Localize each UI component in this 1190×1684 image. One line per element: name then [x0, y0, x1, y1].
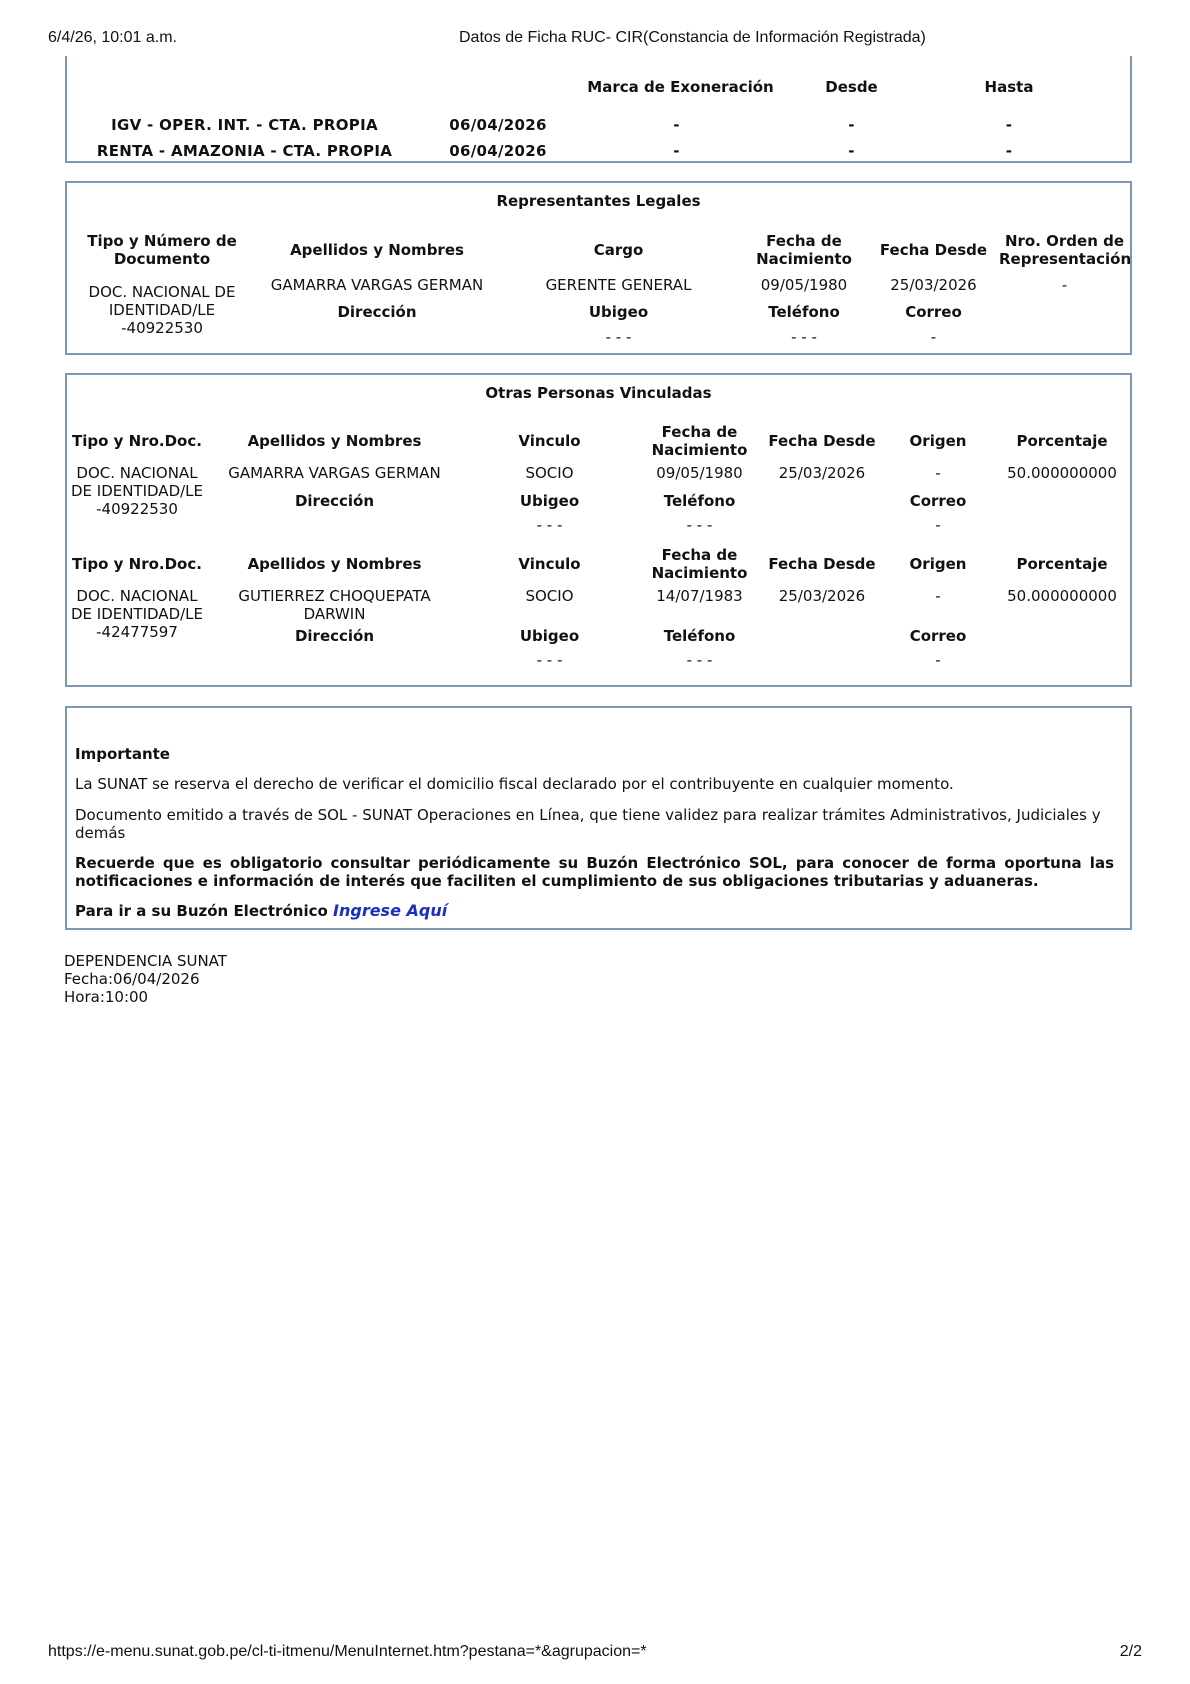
- header-fecha-nacimiento: Fecha de Nacimiento: [756, 232, 852, 268]
- ingrese-aqui-link[interactable]: Ingrese Aquí: [333, 901, 448, 920]
- header-vinculo: Vinculo: [518, 432, 581, 450]
- persona-direccion: [207, 649, 462, 679]
- dependencia-hora: Hora:10:00: [64, 988, 149, 1006]
- persona-nombre: GAMARRA VARGAS GERMAN: [228, 464, 441, 482]
- importante-paragraph-2: Documento emitido a través de SOL - SUNAT Operaciones en Línea, que tiene validez para realizar trámites Administrativos, Judiciales y demás: [75, 806, 1101, 842]
- exoneracion-fecha: 06/04/2026: [449, 116, 547, 134]
- representante-orden: -: [1061, 276, 1068, 294]
- header-apellidos-nombres: Apellidos y Nombres: [247, 432, 422, 450]
- empty-cell: [999, 300, 1130, 324]
- persona-nombre: GUTIERREZ CHOQUEPATA DARWIN: [238, 587, 431, 623]
- persona-nacimiento: 09/05/1980: [656, 464, 743, 482]
- header-apellidos-nombres: Apellidos y Nombres: [247, 555, 422, 573]
- exoneracion-marca: -: [673, 142, 680, 160]
- persona-correo: -: [935, 651, 941, 669]
- dependencia-fecha: Fecha:06/04/2026: [64, 970, 200, 988]
- persona-origen: -: [935, 464, 941, 482]
- header-fecha-desde: Fecha Desde: [879, 241, 988, 259]
- subheader-ubigeo: Ubigeo: [588, 303, 649, 321]
- table-subheader-row: [67, 623, 1130, 649]
- table-header-row: [67, 544, 1130, 584]
- header-cell: [422, 56, 574, 112]
- header-apellidos-nombres: Apellidos y Nombres: [290, 241, 464, 259]
- persona-desde: 25/03/2026: [778, 464, 866, 482]
- print-datetime: 6/4/26, 10:01 a.m.: [48, 29, 177, 46]
- representante-cargo: GERENTE GENERAL: [545, 276, 692, 294]
- exoneracion-concepto: IGV - OPER. INT. - CTA. PROPIA: [111, 116, 378, 134]
- persona-nacimiento: 14/07/1983: [656, 587, 743, 605]
- header-marca-exoneracion: Marca de Exoneración: [587, 78, 774, 96]
- representante-documento: DOC. NACIONAL DE IDENTIDAD/LE -40922530: [88, 283, 236, 337]
- importante-paragraph-1: La SUNAT se reserva el derecho de verificar el domicilio fiscal declarado por el contribuyente en cualquier momento.: [75, 775, 954, 793]
- header-fecha-desde: Fecha Desde: [768, 432, 876, 450]
- persona-ubigeo: - - -: [536, 651, 563, 669]
- header-tipo-nro-doc: Tipo y Nro.Doc.: [72, 555, 202, 573]
- exoneracion-desde: -: [848, 116, 855, 134]
- header-desde: Desde: [825, 78, 878, 96]
- otras-personas-table: [67, 421, 1130, 679]
- persona-porcentaje: 50.000000000: [1007, 464, 1117, 482]
- table-header-row: [67, 228, 1130, 272]
- table-row: [67, 138, 1134, 164]
- header-hasta: Hasta: [984, 78, 1034, 96]
- header-fecha-nacimiento: Fecha de Nacimiento: [651, 546, 748, 582]
- exoneracion-desde: -: [848, 142, 855, 160]
- page-number: 2/2: [1119, 1643, 1142, 1660]
- representante-correo: -: [930, 328, 937, 346]
- persona-correo: -: [935, 516, 941, 534]
- table-header-row: [67, 56, 1134, 112]
- subheader-direccion: Dirección: [337, 303, 417, 321]
- importante-paragraph-3: Recuerde que es obligatorio consultar periódicamente su Buzón Electrónico SOL, para conocer de forma oportuna las notificaciones e información de interés que faciliten el cumplimiento de sus obligaciones tributarias y aduaneras.: [75, 854, 1114, 890]
- exoneracion-marca: -: [673, 116, 680, 134]
- representante-ubigeo: - - -: [605, 328, 632, 346]
- empty-cell: [994, 514, 1130, 544]
- header-vinculo: Vinculo: [518, 555, 581, 573]
- subheader-ubigeo: Ubigeo: [519, 492, 580, 510]
- representante-desde: 25/03/2026: [890, 276, 977, 294]
- header-origen: Origen: [909, 555, 967, 573]
- representante-direccion: [257, 324, 497, 352]
- subheader-telefono: Teléfono: [768, 303, 840, 321]
- representante-nacimiento: 09/05/1980: [760, 276, 848, 294]
- header-origen: Origen: [909, 432, 967, 450]
- importante-section: [65, 706, 1132, 930]
- header-cargo: Cargo: [593, 241, 644, 259]
- exoneraciones-table: [67, 56, 1134, 164]
- buzon-line: [75, 902, 1114, 920]
- subheader-direccion: Dirección: [294, 627, 375, 645]
- exoneraciones-section: [65, 56, 1132, 163]
- persona-desde: 25/03/2026: [778, 587, 866, 605]
- subheader-ubigeo: Ubigeo: [519, 627, 580, 645]
- empty-cell: [762, 514, 882, 544]
- table-row: [67, 112, 1134, 138]
- dependencia-name: DEPENDENCIA SUNAT: [64, 952, 227, 970]
- header-tipo-documento: Tipo y Número de Documento: [87, 232, 237, 268]
- persona-documento: DOC. NACIONAL DE IDENTIDAD/LE -40922530: [70, 464, 204, 518]
- exoneracion-hasta: -: [1005, 116, 1013, 134]
- header-fecha-desde: Fecha Desde: [768, 555, 876, 573]
- persona-origen: -: [935, 587, 941, 605]
- empty-cell: [994, 488, 1130, 514]
- dependencia-block: [64, 952, 227, 1006]
- empty-cell: [994, 649, 1130, 679]
- table-row: [67, 514, 1130, 544]
- section-title: Representantes Legales: [496, 192, 701, 210]
- subheader-correo: Correo: [909, 627, 967, 645]
- empty-cell: [994, 623, 1130, 649]
- persona-telefono: - - -: [686, 516, 713, 534]
- empty-cell: [762, 488, 882, 514]
- subheader-telefono: Teléfono: [663, 627, 736, 645]
- table-row: [67, 272, 1130, 300]
- header-fecha-nacimiento: Fecha de Nacimiento: [651, 423, 748, 459]
- subheader-correo: Correo: [905, 303, 962, 321]
- empty-cell: [762, 649, 882, 679]
- importante-title: Importante: [75, 745, 170, 763]
- subheader-direccion: Dirección: [294, 492, 375, 510]
- table-row: [67, 584, 1130, 623]
- header-tipo-nro-doc: Tipo y Nro.Doc.: [72, 432, 202, 450]
- exoneracion-fecha: 06/04/2026: [449, 142, 547, 160]
- empty-cell: [762, 623, 882, 649]
- section-title: Otras Personas Vinculadas: [485, 384, 712, 402]
- table-subheader-row: [67, 488, 1130, 514]
- table-header-row: [67, 421, 1130, 461]
- representantes-legales-section: [65, 181, 1132, 355]
- representantes-table: [67, 228, 1130, 352]
- buzon-prefix: Para ir a su Buzón Electrónico: [75, 902, 328, 920]
- persona-ubigeo: - - -: [536, 516, 563, 534]
- print-url: https://e-menu.sunat.gob.pe/cl-ti-itmenu/MenuInternet.htm?pestana=*&agrupacion=*: [48, 1643, 647, 1660]
- persona-vinculo: SOCIO: [525, 464, 574, 482]
- exoneracion-concepto: RENTA - AMAZONIA - CTA. PROPIA: [96, 142, 393, 160]
- persona-direccion: [207, 514, 462, 544]
- otras-personas-vinculadas-section: [65, 373, 1132, 687]
- persona-telefono: - - -: [686, 651, 713, 669]
- empty-cell: [999, 324, 1130, 352]
- header-nro-orden: Nro. Orden de Representación: [999, 232, 1132, 268]
- print-title: Datos de Ficha RUC- CIR(Constancia de Información Registrada): [459, 29, 926, 46]
- header-cell: [67, 56, 422, 112]
- persona-porcentaje: 50.000000000: [1007, 587, 1117, 605]
- representante-telefono: - - -: [791, 328, 817, 346]
- persona-vinculo: SOCIO: [525, 587, 574, 605]
- exoneracion-hasta: -: [1005, 142, 1013, 160]
- representante-nombre: GAMARRA VARGAS GERMAN: [270, 276, 484, 294]
- table-row: [67, 649, 1130, 679]
- table-row: [67, 461, 1130, 488]
- header-porcentaje: Porcentaje: [1016, 432, 1108, 450]
- subheader-correo: Correo: [909, 492, 967, 510]
- persona-documento: DOC. NACIONAL DE IDENTIDAD/LE -42477597: [70, 587, 204, 641]
- header-porcentaje: Porcentaje: [1016, 555, 1108, 573]
- subheader-telefono: Teléfono: [663, 492, 736, 510]
